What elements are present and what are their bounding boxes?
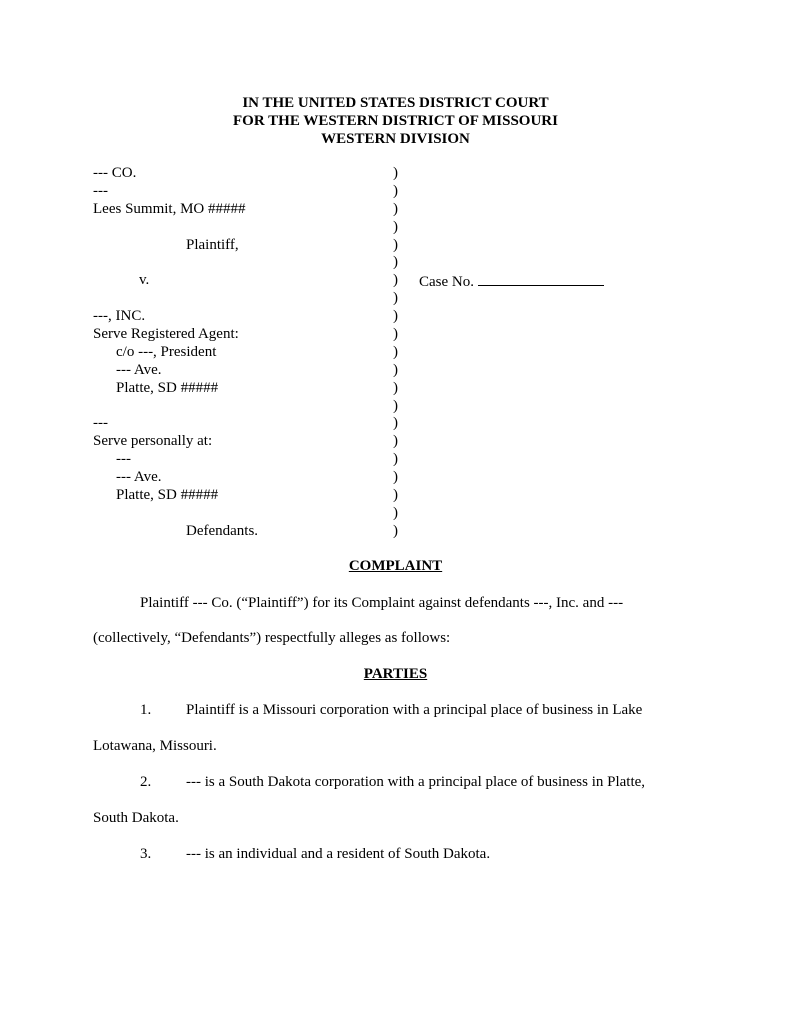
- complaint-intro-line-1: Plaintiff --- Co. (“Plaintiff”) for its Complaint against defendants ---, Inc. and ---: [140, 595, 624, 611]
- case-caption: [93, 165, 693, 541]
- caption-line: [93, 380, 693, 398]
- paragraph-number: 2.: [140, 774, 152, 790]
- caption-line: [93, 308, 693, 326]
- caption-line: [93, 272, 693, 290]
- caption-party-text: Serve Registered Agent:: [93, 326, 239, 343]
- case-number-label: Case No.: [419, 274, 474, 291]
- complaint-title: COMPLAINT: [348, 558, 443, 574]
- caption-line: [93, 344, 693, 362]
- caption-line: [93, 398, 693, 416]
- caption-party-text: Lees Summit, MO #####: [93, 200, 246, 217]
- court-heading: [0, 94, 791, 148]
- caption-paren: ): [393, 469, 398, 486]
- case-number-blank-line: [478, 272, 604, 286]
- caption-paren: ): [393, 272, 398, 289]
- caption-paren: ): [393, 165, 398, 181]
- caption-paren: ): [393, 415, 398, 432]
- caption-paren: ): [393, 343, 398, 360]
- caption-line: [93, 523, 693, 541]
- caption-line: [93, 237, 693, 255]
- caption-party-text: Defendants.: [186, 522, 259, 539]
- paragraph-1-line-2: Lotawana, Missouri.: [93, 738, 217, 754]
- caption-paren: ): [393, 200, 398, 217]
- caption-party-text: ---: [93, 415, 108, 432]
- caption-paren: ): [393, 326, 398, 343]
- caption-line: [93, 326, 693, 344]
- caption-party-text: Serve personally at:: [93, 433, 213, 450]
- caption-line: [93, 469, 693, 487]
- caption-line: [93, 219, 693, 237]
- caption-paren: ): [393, 218, 398, 235]
- caption-party-text: --- Ave.: [116, 469, 162, 486]
- caption-paren: ): [393, 236, 398, 253]
- caption-paren: ): [393, 522, 398, 539]
- caption-party-text: ---, INC.: [93, 308, 146, 325]
- caption-line: [93, 201, 693, 219]
- paragraph-3-line-1: --- is an individual and a resident of South Dakota.: [186, 846, 491, 862]
- caption-paren: ): [393, 451, 398, 468]
- court-name: IN THE UNITED STATES DISTRICT COURT: [242, 95, 549, 111]
- caption-paren: ): [393, 504, 398, 521]
- caption-paren: ): [393, 361, 398, 378]
- paragraph-number: 3.: [140, 846, 152, 862]
- paragraph-number: 1.: [140, 702, 152, 718]
- caption-party-text: v.: [139, 272, 150, 289]
- caption-paren: ): [393, 290, 398, 307]
- caption-party-text: Plaintiff,: [186, 236, 239, 253]
- caption-line: [93, 290, 693, 308]
- complaint-intro-line-2: (collectively, “Defendants”) respectfully alleges as follows:: [93, 630, 451, 646]
- caption-line: [93, 487, 693, 505]
- caption-line: [93, 451, 693, 469]
- parties-title: PARTIES: [363, 666, 428, 682]
- paragraph-2-line-2: South Dakota.: [93, 810, 179, 826]
- paragraph-2-line-1: --- is a South Dakota corporation with a principal place of business in Platte,: [186, 774, 646, 790]
- paragraph-1-line-1: Plaintiff is a Missouri corporation with a principal place of business in Lake: [186, 702, 643, 718]
- caption-line: [93, 183, 693, 201]
- caption-line: [93, 362, 693, 380]
- caption-paren: ): [393, 254, 398, 271]
- caption-line: [93, 433, 693, 451]
- caption-party-text: ---: [116, 451, 131, 468]
- caption-paren: ): [393, 487, 398, 504]
- caption-paren: ): [393, 397, 398, 414]
- court-division: WESTERN DIVISION: [321, 131, 470, 147]
- caption-paren: ): [393, 379, 398, 396]
- caption-party-text: Platte, SD #####: [116, 379, 219, 396]
- caption-line: [93, 254, 693, 272]
- caption-paren: ): [393, 433, 398, 450]
- caption-party-text: c/o ---, President: [116, 343, 217, 360]
- caption-party-text: Platte, SD #####: [116, 487, 219, 504]
- caption-paren: ): [393, 308, 398, 325]
- caption-party-text: ---: [93, 182, 108, 199]
- caption-party-text: --- CO.: [93, 165, 137, 181]
- caption-paren: ): [393, 182, 398, 199]
- caption-line: [93, 505, 693, 523]
- caption-line: [93, 415, 693, 433]
- court-district: FOR THE WESTERN DISTRICT OF MISSOURI: [233, 113, 558, 129]
- caption-line: [93, 165, 693, 183]
- caption-party-text: --- Ave.: [116, 361, 162, 378]
